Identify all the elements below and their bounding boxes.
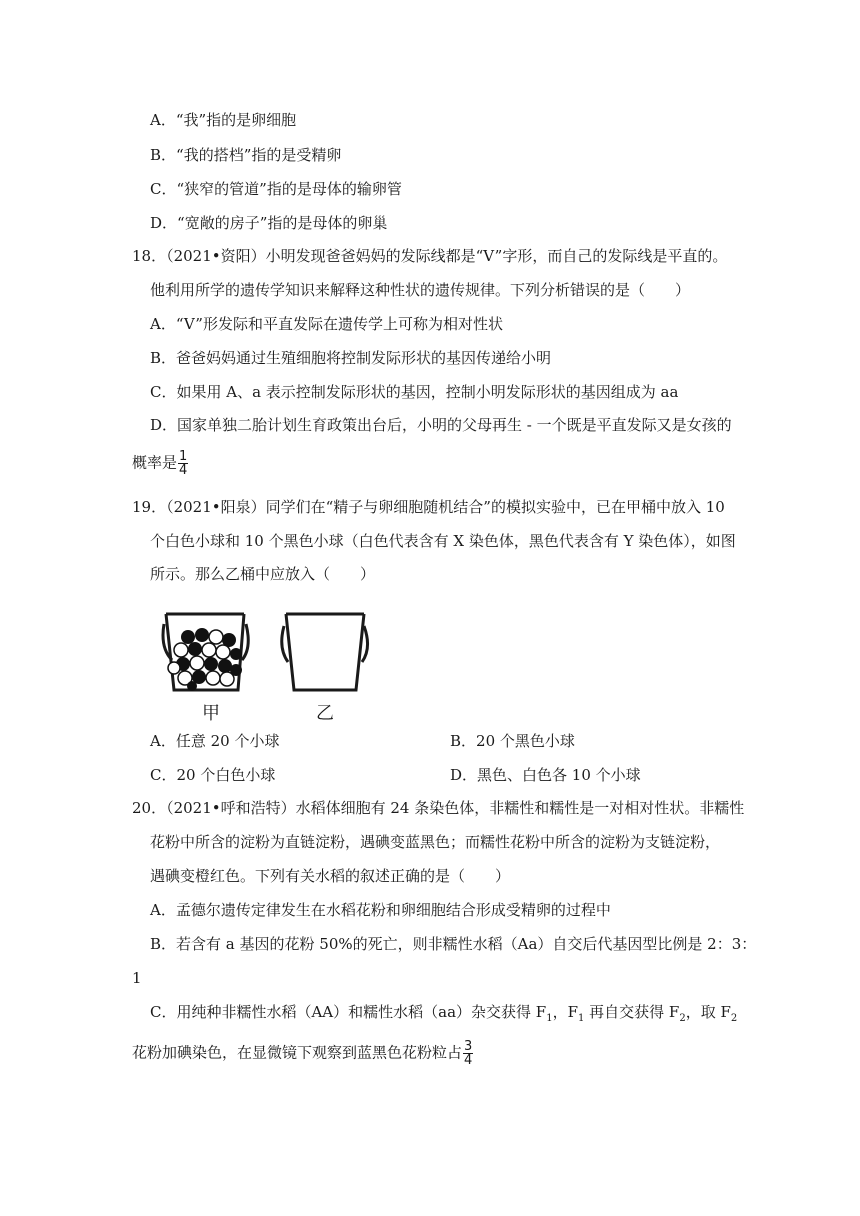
q17-option-c: C．“狭窄的管道”指的是母体的输卵管 bbox=[150, 180, 402, 198]
q17-option-a: A．“我”指的是卵细胞 bbox=[150, 111, 297, 129]
figure-label-yi: 乙 bbox=[316, 703, 334, 724]
q17-option-b: B．“我的搭档”指的是受精卵 bbox=[150, 146, 342, 164]
bucket-figure bbox=[150, 604, 380, 729]
balls bbox=[168, 628, 242, 691]
q19-option-d: D．黑色、白色各 10 个小球 bbox=[450, 766, 641, 784]
q20-stem-line-3: 遇碘变橙红色。下列有关水稻的叙述正确的是（ ） bbox=[150, 867, 511, 885]
q20-option-c-line-2 bbox=[132, 1040, 473, 1067]
q18-fraction-numerator: 1 bbox=[179, 449, 188, 464]
q19-stem-line-1: 19．（2021•阳泉）同学们在“精子与卵细胞随机结合”的模拟实验中，已在甲桶中放入 10 bbox=[132, 498, 725, 516]
q19-option-a: A．任意 20 个小球 bbox=[150, 732, 280, 750]
q20-fraction-denominator: 4 bbox=[464, 1053, 473, 1068]
q19-stem-line-2: 个白色小球和 10 个黑色小球（白色代表含有 X 染色体，黑色代表含有 Y 染色体），如图 bbox=[150, 532, 736, 550]
figure-label-jia: 甲 bbox=[202, 703, 220, 724]
q18-option-d-line-1: D．国家单独二胎计划生育政策出台后，小明的父母再生 - 一个既是平直发际又是女孩的 bbox=[150, 416, 732, 434]
q20-fraction-numerator: 3 bbox=[464, 1039, 473, 1054]
q18-option-d-line-2 bbox=[132, 450, 188, 477]
q18-stem-line-1: 18．（2021•资阳）小明发现爸爸妈妈的发际线都是“V”字形，而自己的发际线是平直的。 bbox=[132, 247, 728, 265]
q20-option-b-line-1: B．若含有 a 基因的花粉 50%的死亡，则非糯性水稻（Aa）自交后代基因型比例是 2：3： bbox=[150, 935, 757, 953]
subscript-f1: 1 bbox=[546, 1013, 553, 1024]
q18-stem-line-2: 他利用所学的遗传学知识来解释这种性状的遗传规律。下列分析错误的是（ ） bbox=[150, 281, 691, 299]
q18-fraction bbox=[178, 450, 188, 477]
buckets-illustration bbox=[150, 604, 380, 729]
q20-stem-line-1: 20．（2021•呼和浩特）水稻体细胞有 24 条染色体，非糯性和糯性是一对相对性状。非糯性 bbox=[132, 799, 745, 817]
subscript-f2: 2 bbox=[679, 1013, 686, 1024]
q20-option-c-part-a: C．用纯种非糯性水稻（AA）和糯性水稻（aa）杂交获得 F bbox=[150, 1003, 547, 1021]
subscript-f2: 2 bbox=[730, 1013, 738, 1024]
q20-stem-line-2: 花粉中所含的淀粉为直链淀粉，遇碘变蓝黑色；而糯性花粉中所含的淀粉为支链淀粉， bbox=[150, 833, 721, 851]
q20-option-c-text: 花粉加碘染色，在显微镜下观察到蓝黑色花粉粒占 bbox=[132, 1043, 463, 1062]
q18-option-a: A．“V”形发际和平直发际在遗传学上可称为相对性状 bbox=[150, 315, 503, 333]
q20-option-c-part-d: ，取 F bbox=[685, 1003, 731, 1021]
q18-option-b: B．爸爸妈妈通过生殖细胞将控制发际形状的基因传递给小明 bbox=[150, 349, 552, 367]
q19-option-b: B．20 个黑色小球 bbox=[450, 732, 575, 750]
q18-option-d-text: 概率是 bbox=[132, 453, 178, 472]
q18-option-c: C．如果用 A、a 表示控制发际形状的基因，控制小明发际形状的基因组成为 aa bbox=[150, 383, 679, 401]
subscript-f1: 1 bbox=[578, 1013, 585, 1024]
q20-option-c-part-b: ，F bbox=[552, 1003, 579, 1021]
q20-fraction bbox=[463, 1040, 473, 1067]
q20-option-c-line-1 bbox=[150, 1002, 737, 1029]
q18-fraction-denominator: 4 bbox=[179, 463, 188, 478]
q19-option-c: C．20 个白色小球 bbox=[150, 766, 276, 784]
q20-option-b-line-2: 1 bbox=[132, 969, 142, 987]
q20-option-a: A．孟德尔遗传定律发生在水稻花粉和卵细胞结合形成受精卵的过程中 bbox=[150, 901, 611, 919]
q20-option-c-part-c: 再自交获得 F bbox=[584, 1003, 680, 1021]
q17-option-d: D．“宽敞的房子”指的是母体的卵巢 bbox=[150, 214, 388, 232]
q19-stem-line-3: 所示。那么乙桶中应放入（ ） bbox=[150, 565, 376, 583]
bucket-yi bbox=[282, 614, 368, 690]
bucket-jia bbox=[163, 614, 248, 691]
